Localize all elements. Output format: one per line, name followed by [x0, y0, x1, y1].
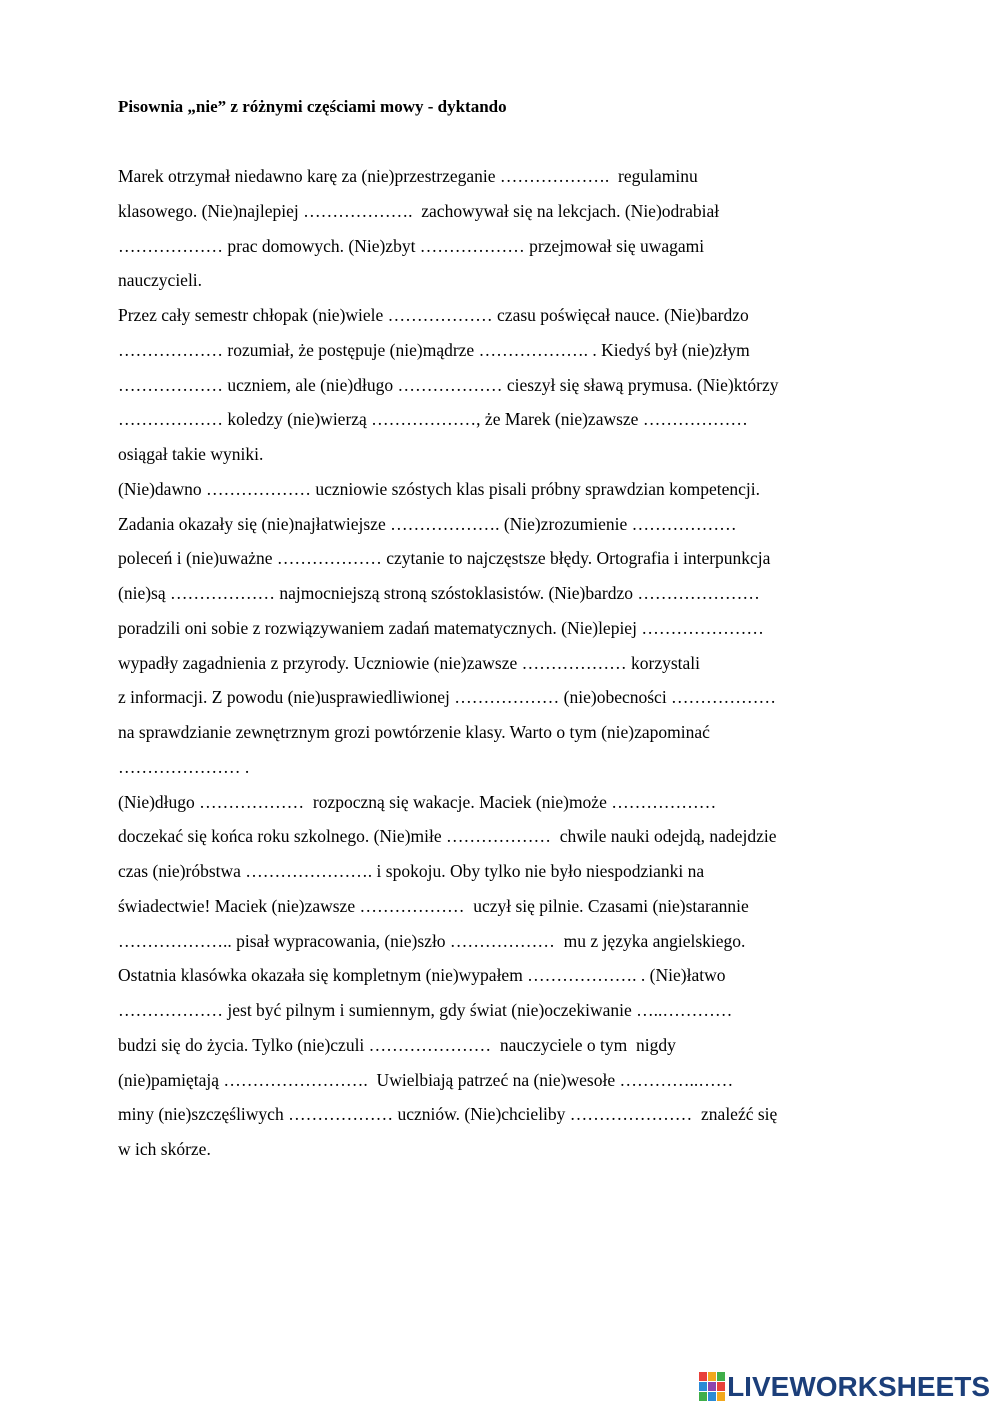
liveworksheets-brand-text: LIVEWORKSHEETS — [727, 1371, 990, 1402]
text-line: czas (nie)róbstwa …………………. i spokoju. Oby tylko nie było niespodzianki na — [118, 861, 705, 881]
text-line: nauczycieli. — [118, 270, 203, 291]
text-line: (nie)pamiętają ……………………. Uwielbiają patrzeć na (nie)wesołe …………..…… — [118, 1069, 734, 1090]
text-line: doczekać się końca roku szkolnego. (Nie)miłe ……………… chwile nauki odejdą, nadejdzie — [118, 826, 777, 847]
text-line: Przez cały semestr chłopak (nie)wiele ……………… czasu poświęcał nauce. (Nie)bardzo — [118, 305, 749, 325]
text-line: klasowego. (Nie)najlepiej ………………. zachowywał się na lekcjach. (Nie)odrabiał — [118, 200, 720, 221]
text-line: ……………… jest być pilnym i sumiennym, gdy świat (nie)oczekiwanie …..………… — [118, 1000, 733, 1020]
text-line: ……………… rozumiał, że postępuje (nie)mądrze ………………. . Kiedyś był (nie)złym — [118, 339, 750, 360]
text-line: poradzili oni sobie z rozwiązywaniem zadań matematycznych. (Nie)lepiej ………………… — [118, 617, 764, 638]
text-line: (nie)są ……………… najmocniejszą stroną szóstoklasistów. (Nie)bardzo ………………… — [118, 583, 760, 603]
text-line: miny (nie)szczęśliwych ……………… uczniów. (Nie)chcieliby ………………… znaleźć się — [118, 1104, 778, 1125]
text-line: ……………… prac domowych. (Nie)zbyt ……………… przejmował się uwagami — [118, 235, 705, 256]
text-line: z informacji. Z powodu (nie)usprawiedliwionej ……………… (nie)obecności ……………… — [118, 687, 777, 708]
text-line: Ostatnia klasówka okazała się kompletnym (nie)wypałem ………………. . (Nie)łatwo — [118, 965, 726, 986]
text-line: budzi się do życia. Tylko (nie)czuli ………………… nauczyciele o tym nigdy — [118, 1034, 676, 1055]
text-line: na sprawdzianie zewnętrznym grozi powtórzenie klasy. Warto o tym (nie)zapominać — [118, 722, 710, 742]
text-line: wypadły zagadnienia z przyrody. Uczniowie (nie)zawsze ……………… korzystali — [118, 652, 700, 673]
page-title: Pisownia „nie” z różnymi częściami mowy - dyktando — [118, 97, 507, 116]
text-line: (Nie)dawno ……………… uczniowie szóstych klas pisali próbny sprawdzian kompetencji. — [118, 478, 761, 499]
liveworksheets-logo[interactable] — [699, 1369, 990, 1405]
text-line: osiągał takie wyniki. — [118, 444, 264, 464]
text-line: (Nie)długo ……………… rozpoczną się wakacje. Maciek (nie)może ……………… — [118, 791, 717, 812]
text-line: ……………… uczniem, ale (nie)długo ……………… cieszył się sławą prymusa. (Nie)którzy — [118, 374, 779, 395]
text-line: poleceń i (nie)uważne ……………… czytanie to najczęstsze błędy. Ortografia i interpunkcja — [118, 548, 771, 569]
dictation-text — [118, 163, 918, 1171]
liveworksheets-logo-icon — [699, 1372, 725, 1402]
text-line: świadectwie! Maciek (nie)zawsze ……………… uczył się pilnie. Czasami (nie)starannie — [118, 895, 749, 916]
text-line: ……………… koledzy (nie)wierzą ………………, że Marek (nie)zawsze ……………… — [118, 409, 748, 430]
text-line: Marek otrzymał niedawno karę za (nie)przestrzeganie ………………. regulaminu — [118, 166, 698, 186]
text-line: ……………….. pisał wypracowania, (nie)szło ……………… mu z języka angielskiego. — [118, 930, 746, 951]
text-line: w ich skórze. — [118, 1139, 211, 1159]
text-line: Zadania okazały się (nie)najłatwiejsze ………………. (Nie)zrozumienie ……………… — [118, 513, 737, 534]
text-line: ………………… . — [118, 756, 250, 777]
